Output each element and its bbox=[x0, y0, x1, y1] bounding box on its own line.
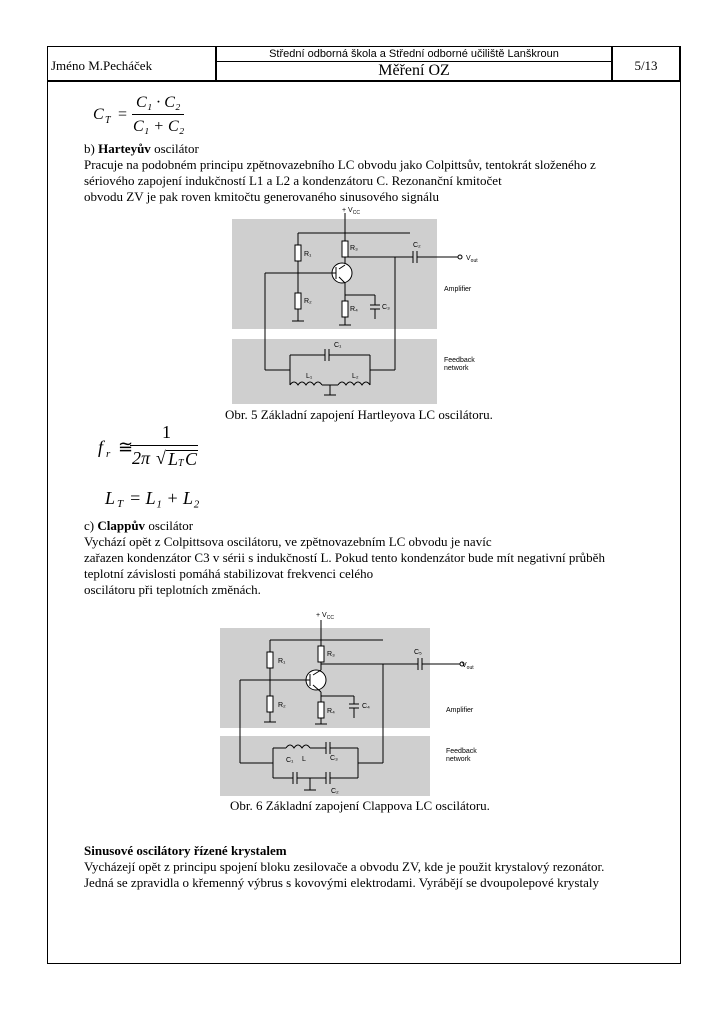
figure-5-hartley-circuit bbox=[230, 205, 488, 410]
fig6-c3: C₃ bbox=[330, 755, 338, 762]
fig6-vcc-label: + V bbox=[316, 612, 327, 619]
fig5-network-label: network bbox=[444, 365, 469, 372]
fig6-r2: R₂ bbox=[278, 702, 286, 709]
formula-fr-lhs: f bbox=[98, 437, 104, 457]
crystal-heading: Sinusové oscilátory řízené krystalem bbox=[84, 843, 287, 858]
hartley-label-prefix: b) bbox=[84, 141, 99, 156]
formula-fr-sqrt-icon: √ bbox=[156, 448, 166, 468]
fig5-vcc-label: + V bbox=[342, 207, 353, 214]
fig5-feedback-label: Feedback bbox=[444, 357, 475, 364]
fig6-network-label: network bbox=[446, 756, 471, 763]
formula-ct-numerator: C₁ · C₂ bbox=[136, 94, 181, 111]
fig5-r2: R₂ bbox=[304, 298, 312, 305]
subject-title: Měření OZ bbox=[378, 62, 450, 79]
clapp-line-2: zařazen kondenzátor C3 v sérii s indukčností L. Pokud tento kondenzátor bude mít negativní průběh bbox=[84, 550, 605, 565]
formula-ct-lhs-sub: T bbox=[105, 115, 111, 126]
fig5-vout-label: V bbox=[466, 255, 471, 262]
formula-ct-eq: = bbox=[118, 106, 128, 123]
clapp-line-3: teplotní závislosti pomáhá stabilizovat frekvenci celého bbox=[84, 566, 374, 581]
formula-fr bbox=[90, 422, 230, 472]
hartley-line-3: obvodu ZV je pak roven kmitočtu generovaného sinusového signálu bbox=[84, 189, 440, 204]
fig6-amplifier-label: Amplifier bbox=[446, 707, 474, 714]
hartley-line-1: Pracuje na podobném principu zpětnovazebního LC obvodu jako Colpittsův, tentokrát složeného z bbox=[84, 157, 596, 172]
fig5-vout-sub: out bbox=[470, 258, 478, 264]
fig6-vout-label: V bbox=[462, 662, 467, 669]
hartley-label-bold: Harteyův bbox=[98, 141, 151, 156]
svg-text:+ VCC bbox=[316, 612, 334, 621]
clapp-heading bbox=[84, 518, 193, 534]
hartley-line-2: sériového zapojení indukčností L1 a L2 a kondenzátoru C. Rezonanční kmitočet bbox=[84, 173, 502, 188]
clapp-label-bold: Clappův bbox=[97, 518, 146, 533]
crystal-line-1: Vycházejí opět z principu spojení bloku zesilovače a obvodu ZV, kde je použit krystalový rezonátor. bbox=[84, 859, 605, 874]
fig6-r4: R₄ bbox=[327, 708, 335, 715]
fig6-l: L bbox=[302, 756, 306, 763]
formula-fr-numerator: 1 bbox=[162, 422, 171, 442]
fig5-vcc-sub: CC bbox=[352, 210, 360, 216]
hartley-label-suffix: oscilátor bbox=[150, 141, 199, 156]
formula-fr-rad-l: L bbox=[168, 449, 179, 469]
header-center bbox=[217, 46, 611, 80]
formula-lt-lhs-sub: T bbox=[117, 498, 124, 510]
fig5-r4: R₄ bbox=[350, 306, 358, 313]
fig5-l2: L₂ bbox=[352, 373, 359, 380]
fig5-l1: L₁ bbox=[306, 373, 313, 380]
formula-ct-denominator: C₁ + C₂ bbox=[133, 118, 185, 135]
fig5-r1: R₁ bbox=[304, 251, 312, 258]
fig5-c2: C₂ bbox=[413, 242, 421, 249]
formula-fr-rad-sub: T bbox=[178, 458, 184, 469]
fig6-c1: C₁ bbox=[286, 757, 294, 764]
hartley-heading bbox=[84, 141, 199, 157]
fig5-c1: C₁ bbox=[334, 342, 342, 349]
page-header bbox=[47, 46, 681, 82]
school-name: Střední odborná škola a Střední odborné učiliště Lanškroun bbox=[217, 48, 611, 62]
formula-fr-den-pre: 2π bbox=[132, 448, 151, 468]
clapp-label-suffix: oscilátor bbox=[145, 518, 194, 533]
fig6-vcc-sub: CC bbox=[326, 615, 334, 621]
formula-fr-rad-c: C bbox=[185, 449, 198, 469]
figure-6-clapp-circuit bbox=[218, 608, 488, 800]
fig6-vout-sub: out bbox=[466, 665, 474, 671]
page-number: 5/13 bbox=[611, 46, 681, 80]
formula-ct bbox=[90, 92, 210, 142]
fig6-c4: C₄ bbox=[362, 703, 370, 710]
figure-5-caption: Obr. 5 Základní zapojení Hartleyova LC oscilátoru. bbox=[225, 407, 493, 422]
fig5-r3: R₃ bbox=[350, 245, 358, 252]
fig6-r3: R₃ bbox=[327, 651, 335, 658]
clapp-line-4: oscilátoru při teplotních změnách. bbox=[84, 582, 261, 597]
formula-fr-approx: ≅ bbox=[118, 437, 134, 457]
fig6-c2: C₂ bbox=[331, 788, 339, 795]
fig6-feedback-label: Feedback bbox=[446, 748, 477, 755]
fig6-r1: R₁ bbox=[278, 658, 286, 665]
formula-lt bbox=[105, 488, 225, 512]
svg-text:Vout bbox=[466, 255, 478, 264]
author-name: Jméno M.Pecháček bbox=[47, 46, 217, 80]
clapp-label-prefix: c) bbox=[84, 518, 98, 533]
formula-lt-rhs: = L₁ + L₂ bbox=[129, 488, 200, 508]
formula-ct-lhs: C bbox=[93, 106, 104, 123]
fig5-c3: C₃ bbox=[382, 304, 390, 311]
fig6-c5: C₅ bbox=[414, 649, 422, 656]
svg-text:Vout bbox=[462, 662, 474, 671]
formula-fr-lhs-sub: r bbox=[106, 448, 111, 460]
feedback-block bbox=[220, 736, 430, 796]
crystal-line-2: Jedná se zpravidla o křemenný výbrus s kovovými elektrodami. Vyrábějí se dvoupolepové krystaly bbox=[84, 875, 599, 890]
formula-lt-lhs: L bbox=[105, 488, 116, 508]
fig5-amplifier-label: Amplifier bbox=[444, 286, 472, 293]
clapp-line-1: Vychází opět z Colpittsova oscilátoru, ve zpětnovazebním LC obvodu je navíc bbox=[84, 534, 492, 549]
figure-6-caption: Obr. 6 Základní zapojení Clappova LC oscilátoru. bbox=[230, 798, 490, 813]
